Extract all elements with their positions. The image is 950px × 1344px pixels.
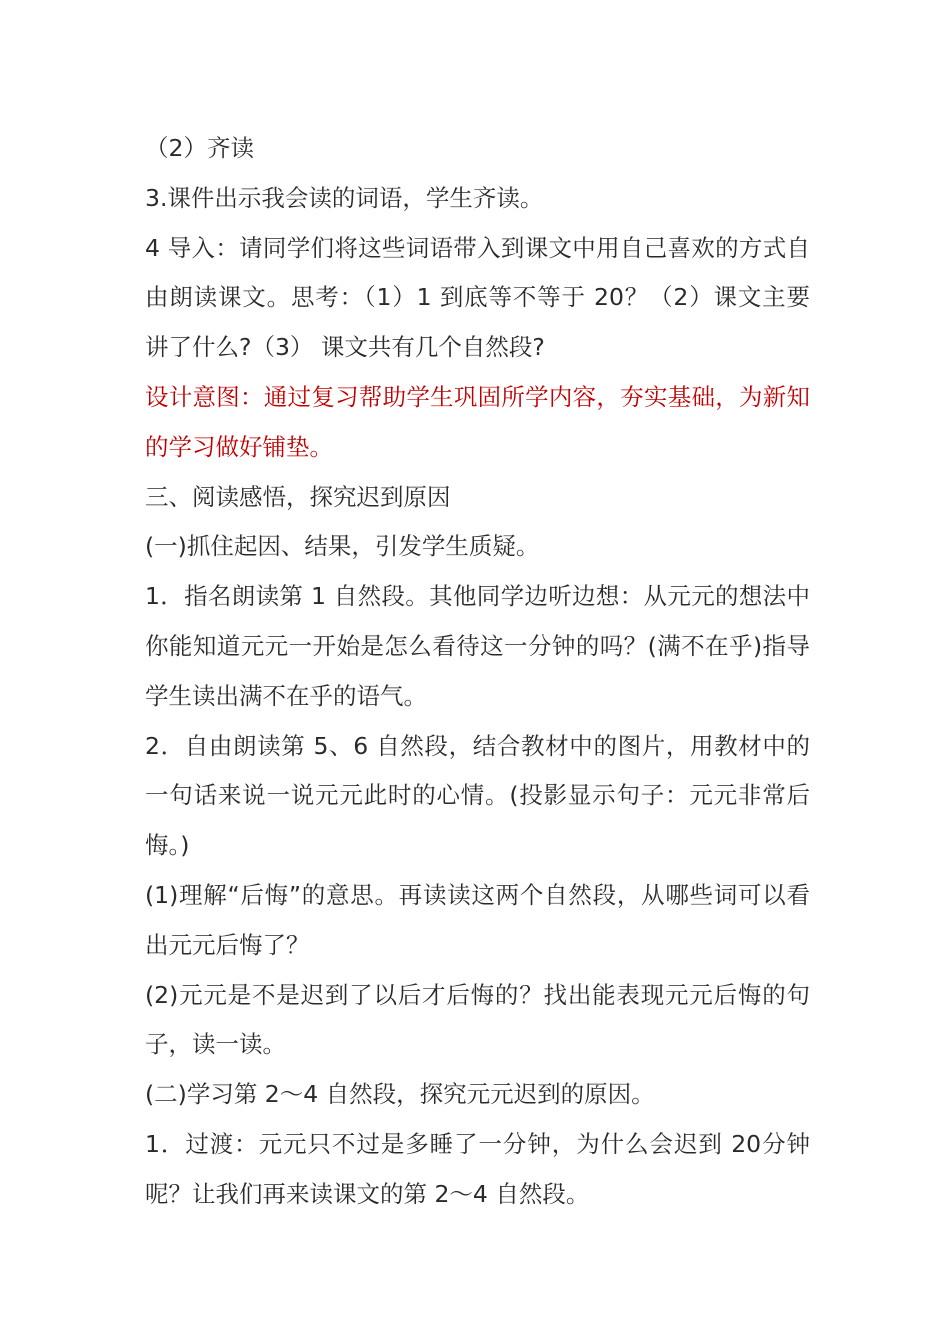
subsection-heading-2: (二)学习第 2～4 自然段，探究元元迟到的原因。	[145, 1080, 655, 1109]
paragraph-item-2: 2．自由朗读第 5、6 自然段，结合教材中的图片，用教材中的一句话来说一说元元此时的心情。(投影显示句子：元元非常后悔。)	[145, 731, 810, 860]
section-heading-reading: 三、阅读感悟，探究迟到原因	[145, 482, 451, 511]
paragraph-step-4-introduction: 4 导入：请同学们将这些词语带入到课文中用自己喜欢的方式自由朗读课文。思考：（1）1 到底等不等于 20？（2）课文主要讲了什么?（3） 课文共有几个自然段?	[145, 233, 810, 362]
paragraph-design-intent: 设计意图：通过复习帮助学生巩固所学内容，夯实基础，为新知的学习做好铺垫。	[145, 382, 810, 461]
paragraph-item-1: 1．指名朗读第 1 自然段。其他同学边听边想：从元元的想法中你能知道元元一开始是怎么看待这一分钟的吗？(满不在乎)指导学生读出满不在乎的语气。	[145, 582, 810, 710]
document-body	[145, 124, 810, 1220]
paragraph-subitem-1: (1)理解“后悔”的意思。再读读这两个自然段，从哪些词可以看出元元后悔了？	[145, 880, 810, 959]
paragraph-step-2-read-together: （2）齐读	[145, 134, 254, 162]
paragraph-step-3-vocabulary: 3.课件出示我会读的词语，学生齐读。	[145, 183, 544, 212]
subsection-heading-1: (一)抓住起因、结果，引发学生质疑。	[145, 532, 540, 561]
paragraph-subitem-2: (2)元元是不是迟到了以后才后悔的？找出能表现元元后悔的句子，读一读。	[145, 980, 810, 1059]
paragraph-transition: 1．过渡：元元只不过是多睡了一分钟，为什么会迟到 20分钟呢？让我们再来读课文的第 2～4 自然段。	[145, 1129, 810, 1208]
